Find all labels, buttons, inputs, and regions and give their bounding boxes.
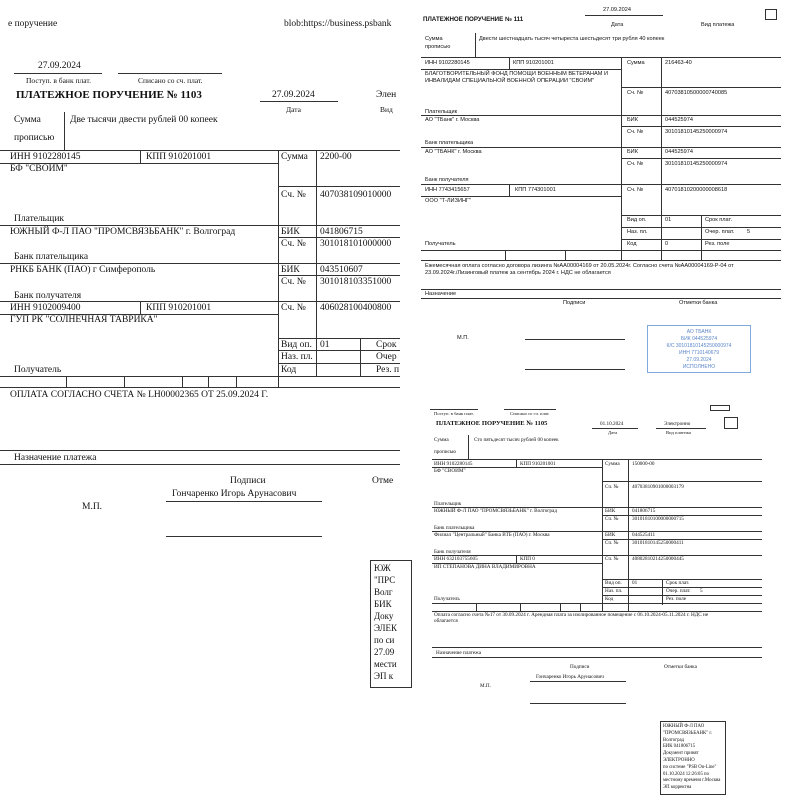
divider: [421, 260, 781, 261]
recipient-bank-label: Банк получателя: [14, 291, 82, 301]
payer-bank-bik: 041806715: [320, 227, 363, 237]
divider: [208, 376, 209, 387]
sum-in-words: Две тысячи двести рублей 00 копеек: [70, 115, 218, 125]
divider: [662, 579, 663, 605]
document-date: 27.09.2024: [272, 90, 315, 100]
divider: [661, 250, 662, 260]
stamp-line: местному времени г.Москва: [663, 778, 721, 784]
divider: [360, 338, 361, 376]
divider: [14, 73, 102, 74]
payer-name-line-1: БЛАГОТВОРИТЕЛЬНЫЙ ФОНД ПОМОЩИ ВОЕННЫМ ВЕТЕРАНАМ И: [425, 71, 609, 77]
account-label: Сч. №: [281, 277, 306, 287]
bank-executed-stamp: [647, 325, 751, 373]
recipient-account: 406028100400800: [320, 303, 392, 313]
divider: [592, 428, 638, 429]
reserve-field-label: Рез. п: [376, 365, 400, 375]
divider: [66, 376, 67, 387]
payer-bank-label: Банк плательщика: [14, 252, 89, 262]
reserve-field-label: Рез. поле: [705, 241, 730, 247]
date-label: Дата: [608, 430, 618, 435]
stamp-line: АО ТБАНК: [686, 329, 712, 335]
divider: [656, 428, 706, 429]
payment-purpose-label: Назначение: [425, 291, 457, 297]
date-label: Дата: [611, 22, 624, 28]
payer-bank-bik: 044525974: [665, 117, 693, 123]
divider: [278, 275, 400, 276]
recipient-name: ООО "Т-ЛИЗИНГ": [425, 198, 472, 204]
divider: [560, 603, 561, 611]
divider: [602, 603, 603, 611]
payment-purpose-code-label: Наз. пл.: [627, 229, 648, 235]
operation-type-value: 01: [665, 217, 672, 223]
recipient-kpp: КПП 910201001: [146, 303, 212, 313]
account-label: Сч. №: [281, 190, 306, 200]
divider: [124, 376, 125, 387]
payment-type-box: [765, 9, 777, 20]
account-label: Сч. №: [605, 556, 619, 562]
stamp-line: БИК 041806715: [663, 744, 696, 750]
signature-line: [166, 536, 322, 537]
bik-label: БИК: [281, 265, 300, 275]
payment-order-111: [415, 5, 795, 395]
sum-in-words: Сто пятьдесят тысяч рублей 00 копеек: [474, 437, 559, 443]
payer-bank-label: Банк плательщика: [425, 140, 474, 146]
divider: [621, 239, 781, 240]
payer-account: 40703810901000003179: [632, 484, 684, 490]
divider: [432, 459, 762, 460]
signatures-label: Подписи: [570, 664, 590, 670]
recipient-label: Получатель: [14, 365, 62, 375]
sum-label: Сумма: [425, 36, 443, 42]
divider: [278, 186, 400, 187]
bik-label: БИК: [627, 149, 638, 155]
sum-label-2: Сумма: [605, 461, 620, 467]
recipient-kpp: КПП 0: [520, 556, 535, 562]
payment-purpose-line-1: Ежемесячная оплата согласно договора лизинга №АА00004169 от 20.05.2024г. Согласно счета №АА00004169-Р-04 от: [425, 263, 734, 269]
divider: [236, 376, 237, 387]
sum-label: Сумма: [14, 115, 41, 125]
bank-acceptance-stamp: [660, 721, 726, 795]
divider: [509, 184, 510, 196]
account-label: Сч. №: [605, 484, 619, 490]
account-label: Сч. №: [627, 90, 644, 96]
recipient-bank-bik: 044525974: [665, 149, 693, 155]
stamp-line: ЮЖ: [374, 563, 391, 573]
in-words-label: прописью: [14, 133, 55, 143]
payment-order-label: Очер. плат.: [705, 229, 735, 235]
divider: [421, 147, 781, 148]
form-code-box: [710, 405, 730, 411]
payment-type: Элен: [376, 90, 397, 100]
sum-value: 2200-00: [320, 152, 352, 162]
recipient-name: ГУП РК "СОЛНЕЧНАЯ ТАВРИКА": [10, 315, 158, 325]
signature-line: [530, 681, 626, 682]
document-title: ПЛАТЕЖНОЕ ПОРУЧЕНИЕ № 111: [423, 16, 524, 23]
divider: [520, 603, 521, 611]
divider: [0, 263, 400, 264]
payer-name: БФ "СВОИМ": [434, 468, 466, 474]
bik-label: БИК: [281, 227, 300, 237]
divider: [516, 459, 517, 467]
payer-bank: ЮЖНЫЙ Ф-Л ПАО "ПРОМСВЯЗЬБАНК" г. Волгоград: [10, 227, 236, 237]
account-label: Сч. №: [627, 187, 644, 193]
operation-type-label: Вид оп.: [627, 217, 647, 223]
divider: [602, 481, 762, 482]
recipient-bank-bik: 043510607: [320, 265, 363, 275]
signature-line: [530, 703, 626, 704]
payment-purpose-line-1: Оплата согласно счета №17 от 30.09.2024 г. Арендная плата за изолированное помещение с 06.10.2024-05.11.2024 г. НДС не: [434, 612, 709, 618]
recipient-bank-account: 30101810145250000974: [665, 161, 728, 167]
reserve-field-label: Рез. поле: [666, 596, 687, 602]
code-label: Код: [281, 365, 297, 375]
payer-inn: ИНН 9102280145: [425, 60, 470, 66]
stamp-line: ИНН 7710140679: [678, 350, 719, 356]
stamp-line: К/С 30101810145250000974: [666, 343, 732, 349]
recipient-bank: РНКБ БАНК (ПАО) г Симферополь: [10, 265, 156, 275]
payer-name: БФ "СВОИМ": [10, 164, 68, 174]
sum-value: 150000-00: [632, 461, 655, 467]
payment-order-label: Очер: [376, 352, 397, 362]
payer-bank-bik: 041806715: [632, 508, 656, 514]
stamp-line: БИК 044525974: [680, 336, 718, 342]
divider: [0, 387, 400, 388]
recipient-bank-label: Банк получателя: [434, 549, 471, 555]
signature-line: [166, 501, 322, 502]
in-words-label: прописью: [425, 44, 451, 50]
seal-place-label: М.П.: [480, 683, 491, 689]
bik-label: БИК: [627, 117, 638, 123]
payment-purpose-code-label: Наз. пл.: [281, 352, 313, 362]
recipient-account: 40701810200000008618: [665, 187, 728, 193]
divider: [0, 464, 400, 465]
divider: [432, 603, 762, 604]
payment-term-label: Срок плат.: [666, 580, 690, 586]
payer-bank-account: 30101810100000000715: [632, 516, 684, 522]
recipient-bank-bik: 044525411: [632, 532, 656, 538]
divider: [505, 250, 506, 260]
date-label: Дата: [286, 105, 301, 114]
divider: [621, 87, 781, 88]
divider: [621, 227, 781, 228]
sum-label-2: Сумма: [281, 152, 308, 162]
divider: [585, 15, 663, 16]
recipient-account: 40802810214250000445: [632, 556, 684, 562]
payer-account: 407038109010000: [320, 190, 392, 200]
payment-term-label: Срок: [376, 340, 397, 350]
payment-type-label: Вид платежа: [666, 430, 691, 435]
browser-url[interactable]: blob:https://business.psbank: [284, 19, 392, 29]
divider: [701, 250, 702, 260]
payment-purpose-code-label: Наз. пл.: [605, 588, 623, 594]
payer-label: Плательщик: [14, 214, 65, 224]
recipient-kpp: КПП 774301001: [515, 187, 556, 193]
payer-label: Плательщик: [425, 109, 458, 115]
document-title: ПЛАТЕЖНОЕ ПОРУЧЕНИЕ № 1103: [16, 89, 202, 101]
divider: [509, 57, 510, 69]
recipient-inn: ИНН 632103755605: [434, 556, 478, 562]
divider: [621, 126, 781, 127]
signatures-label: Подписи: [563, 300, 586, 306]
stamp-line: по си: [374, 635, 395, 645]
document-date: 27.09.2024: [603, 7, 631, 13]
debited-label: Списано со сч. плат.: [510, 411, 550, 416]
stamp-line: 27.09.2024: [686, 357, 712, 363]
payer-bank-label: Банк плательщика: [434, 525, 475, 531]
divider: [580, 603, 581, 611]
divider: [468, 435, 469, 459]
divider: [621, 158, 781, 159]
payment-purpose-line-2: облагается: [434, 618, 458, 624]
divider: [278, 350, 400, 351]
divider: [118, 73, 222, 74]
document-title: ПЛАТЕЖНОЕ ПОРУЧЕНИЕ № 1105: [436, 420, 548, 427]
stamp-line: Волг: [374, 587, 393, 597]
stamp-line: 27.09: [374, 647, 395, 657]
divider: [621, 250, 622, 260]
divider: [475, 33, 476, 57]
divider: [278, 338, 400, 339]
divider: [0, 150, 400, 151]
divider: [432, 555, 762, 556]
payer-name-line-2: ИНВАЛИДАМ СПЕЦИАЛЬНОЙ ВОЕННОЙ ОПЕРАЦИИ "СВОИМ": [425, 78, 595, 84]
seal-place-label: М.П.: [82, 502, 103, 512]
payment-order-1103: [0, 0, 400, 681]
bank-marks-label: Отметки банка: [679, 300, 718, 306]
signer-name: Гончаренко Игорь Арунасович: [172, 489, 297, 499]
recipient-inn: ИНН 9102009400: [10, 303, 81, 313]
recipient-bank-label: Банк получателя: [425, 177, 469, 183]
divider: [421, 69, 621, 70]
payer-label: Плательщик: [434, 501, 462, 507]
received-label: Поступ. в банк плат.: [26, 76, 91, 85]
payer-inn: ИНН 9102280145: [434, 461, 473, 467]
code-label: Код: [605, 596, 614, 602]
account-label: Сч. №: [605, 540, 619, 546]
divider: [0, 301, 400, 302]
payer-bank-account: 301018101000000: [320, 239, 392, 249]
bank-marks-label: Отме: [372, 476, 394, 486]
stamp-line: ЭЛЕКТРОННО: [663, 758, 695, 763]
divider: [64, 112, 65, 150]
bank-marks-label: Отметки банка: [664, 664, 697, 670]
bank-acceptance-stamp: [370, 560, 412, 688]
account-label: Сч. №: [281, 239, 306, 249]
bik-label: БИК: [605, 508, 616, 514]
sum-label: Сумма: [434, 437, 449, 443]
payment-type-label: Вид платежа: [701, 22, 735, 28]
stamp-line: ИСПОЛНЕНО: [682, 364, 716, 370]
payer-inn: ИНН 9102280145: [10, 152, 81, 162]
stamp-line: ЭЛЕК: [374, 623, 397, 633]
stamp-line: 01.10.2024 12:26:05 по: [663, 771, 710, 777]
document-date: 01.10.2024: [600, 421, 624, 427]
divider: [0, 376, 400, 377]
operation-type-label: Вид оп.: [605, 580, 622, 586]
operation-type-value: 01: [632, 580, 638, 586]
divider: [0, 225, 400, 226]
signature-line: [525, 339, 625, 340]
divider: [421, 298, 781, 299]
stamp-line: "ПРОМСВЯЗЬБАНК" г.: [663, 730, 712, 736]
sum-in-words: Двести шестнадцать тысяч четыреста шестьдесят три рубля 40 копеек: [479, 36, 665, 42]
divider: [421, 196, 621, 197]
stamp-line: мести: [374, 659, 397, 669]
divider: [701, 215, 702, 255]
received-date: 27.09.2024: [38, 61, 81, 71]
recipient-bank-account: 30101810145250000411: [632, 540, 684, 546]
signature-line: [525, 369, 625, 370]
recipient-label: Получатель: [434, 596, 460, 602]
account-label: Сч. №: [627, 129, 644, 135]
stamp-line: по системе "PSB On-Line": [663, 764, 717, 770]
stamp-line: Волгоград: [663, 737, 685, 743]
payment-type-label: Вид: [380, 105, 393, 114]
divider: [476, 603, 477, 611]
operation-type-value: 01: [320, 340, 330, 350]
recipient-bank: АО "ТБАНК" г. Москва: [425, 149, 482, 155]
payment-order-value: 5: [700, 588, 703, 594]
payer-kpp: КПП 910201001: [513, 60, 554, 66]
code-value: 0: [665, 241, 669, 247]
divider: [140, 150, 141, 163]
account-label: Сч. №: [281, 303, 306, 313]
code-label: Код: [627, 241, 637, 247]
divider: [628, 603, 629, 611]
divider: [421, 115, 781, 116]
divider: [260, 101, 338, 102]
payer-kpp: КПП 910201001: [146, 152, 212, 162]
payment-type-box: [724, 417, 738, 429]
divider: [432, 647, 762, 648]
recipient-name: ИП СТЕПАНОВА ДИНА ВЛАДИМИРОВНА: [434, 564, 536, 570]
received-label: Поступ. в банк плат.: [434, 411, 474, 416]
sum-value: 216463-40: [665, 60, 692, 66]
divider: [278, 363, 400, 364]
payment-purpose: ОПЛАТА СОГЛАСНО СЧЕТА № LH00002365 ОТ 25.09.2024 Г.: [10, 390, 269, 400]
divider: [421, 184, 781, 185]
divider: [504, 409, 556, 410]
payer-bank: АО "ТБанк" г. Москва: [425, 117, 480, 123]
payment-order-label: Очер. плат.: [666, 588, 691, 594]
divider: [278, 237, 400, 238]
browser-tab-title: е поручение: [8, 19, 58, 29]
payer-bank: ЮЖНЫЙ Ф-Л ПАО "ПРОМСВЯЗЬБАНК" г. Волгоград: [434, 508, 557, 514]
debited-label: Списано со сч. плат.: [138, 76, 203, 85]
divider: [565, 250, 566, 260]
signer-name: Гончаренко Игорь Арунасович: [536, 674, 604, 680]
recipient-bank: Филиал "Центральный" Банка ВТБ (ПАО) г. Москва: [434, 532, 550, 538]
divider: [140, 301, 141, 314]
stamp-line: БИК: [374, 599, 392, 609]
payment-type: Электронно: [664, 421, 691, 427]
signatures-label: Подписи: [230, 476, 266, 486]
divider: [182, 376, 183, 387]
payment-purpose-label: Назначение платежа: [436, 650, 482, 656]
payment-purpose-line-2: 23.09.2024г./Лизинговый платеж за сентябрь 2024 г. НДС не облагается: [425, 270, 611, 276]
sum-label-2: Сумма: [627, 60, 645, 66]
divider: [430, 409, 478, 410]
bik-label: БИК: [605, 532, 616, 538]
payer-kpp: КПП 910201001: [520, 461, 556, 467]
payment-term-label: Срок плат.: [705, 217, 733, 223]
divider: [0, 450, 400, 451]
payer-account: 40703810500000740085: [665, 90, 728, 96]
payment-purpose-label: Назначение платежа: [14, 453, 97, 463]
stamp-line: Документ принят: [663, 751, 699, 757]
account-label: Сч. №: [605, 516, 619, 522]
payer-bank-account: 30101810145250000974: [665, 129, 728, 135]
divider: [432, 657, 762, 658]
divider: [421, 289, 781, 290]
stamp-line: ЭП к: [374, 671, 394, 681]
payment-order-1105: [420, 405, 795, 795]
recipient-bank-account: 301018103351000: [320, 277, 392, 287]
divider: [516, 555, 517, 563]
stamp-line: ЮЖНЫЙ Ф-Л ПАО: [663, 724, 705, 729]
divider: [421, 57, 781, 58]
operation-type-label: Вид оп.: [281, 340, 312, 350]
stamp-line: "ПРС: [374, 575, 396, 585]
stamp-line: ЭП корректна: [663, 785, 692, 791]
account-label: Сч. №: [627, 161, 644, 167]
in-words-label: прописью: [434, 449, 457, 455]
seal-place-label: М.П.: [457, 335, 469, 341]
stamp-line: Доку: [374, 611, 394, 621]
recipient-label: Получатель: [425, 241, 456, 247]
recipient-inn: ИНН 7743415657: [425, 187, 470, 193]
payment-order-value: 5: [747, 229, 751, 235]
divider: [421, 250, 781, 251]
divider: [278, 376, 279, 387]
